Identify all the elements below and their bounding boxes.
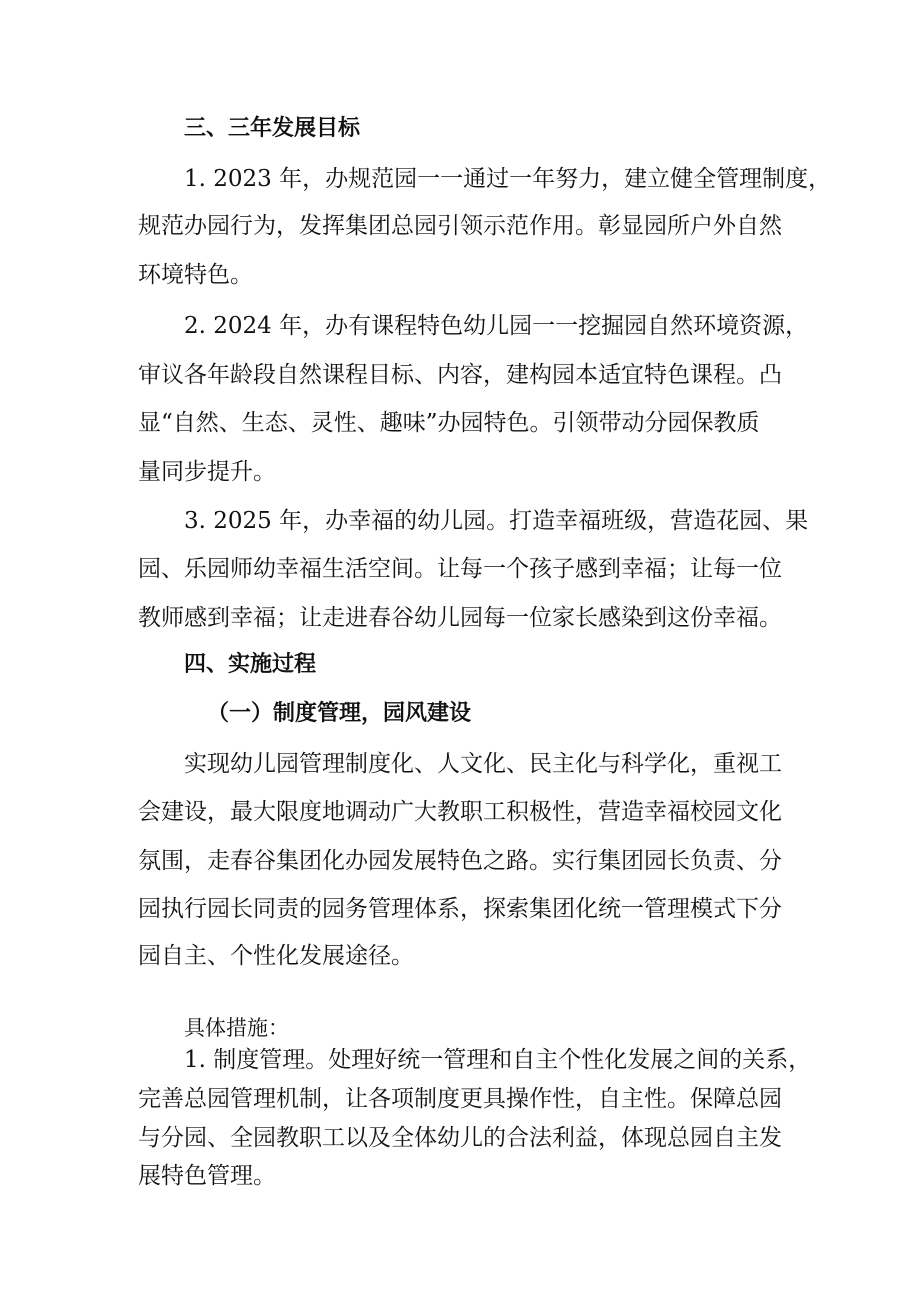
goal-2025-line-3: 教师感到幸福；让走进春谷幼儿园每一位家长感染到这份幸福。 xyxy=(138,605,782,631)
section-4-subheading: （一）制度管理，园风建设 xyxy=(207,701,472,726)
goal-2024-line-3: 显“自然、生态、灵性、趣味”办园特色。引领带动分园保教质 xyxy=(138,410,760,436)
measure-1-line-1: 1. 制度管理。处理好统一管理和自主个性化发展之间的关系， xyxy=(184,1047,812,1073)
goal-2025-line-2: 园、乐园师幼幸福生活空间。让每一个孩子感到幸福；让每一位 xyxy=(138,556,782,582)
management-paragraph-line-3: 氛围，走春谷集团化办园发展特色之路。实行集团园长负责、分 xyxy=(138,848,782,874)
goal-2025-line-1: 3. 2025 年，办幸福的幼儿园。打造幸福班级，营造花园、果 xyxy=(184,508,809,534)
goal-2024-line-2: 审议各年龄段自然课程目标、内容，建构园本适宜特色课程。凸 xyxy=(138,362,782,388)
measures-label: 具体措施： xyxy=(184,1016,289,1040)
section-4-heading: 四、实施过程 xyxy=(184,652,317,677)
goal-2023-line-3: 环境特色。 xyxy=(138,262,253,288)
section-3-heading: 三、三年发展目标 xyxy=(184,116,361,141)
goal-2024-line-1: 2. 2024 年，办有课程特色幼儿园一一挖掘园自然环境资源， xyxy=(184,313,809,339)
measure-1-line-4: 展特色管理。 xyxy=(138,1163,276,1189)
management-paragraph-line-1: 实现幼儿园管理制度化、人文化、民主化与科学化，重视工 xyxy=(184,751,782,777)
measure-1-line-2: 完善总园管理机制，让各项制度更具操作性，自主性。保障总园 xyxy=(138,1086,782,1112)
management-paragraph-line-5: 园自主、个性化发展途径。 xyxy=(138,943,414,969)
goal-2024-line-4: 量同步提升。 xyxy=(138,459,276,485)
goal-2023-line-1: 1. 2023 年，办规范园一一通过一年努力，建立健全管理制度， xyxy=(184,166,832,192)
management-paragraph-line-4: 园执行园长同责的园务管理体系，探索集团化统一管理模式下分 xyxy=(138,896,782,922)
management-paragraph-line-2: 会建设，最大限度地调动广大教职工积极性，营造幸福校园文化 xyxy=(138,799,782,825)
goal-2023-line-2: 规范办园行为，发挥集团总园引领示范作用。彰显园所户外自然 xyxy=(138,213,782,239)
measure-1-line-3: 与分园、全园教职工以及全体幼儿的合法利益，体现总园自主发 xyxy=(138,1125,782,1151)
